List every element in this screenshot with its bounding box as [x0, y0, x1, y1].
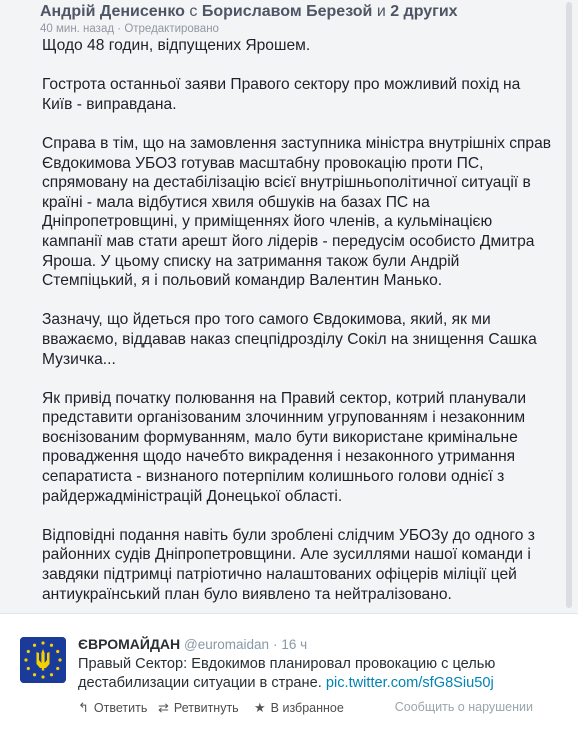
post-paragraph — [42, 75, 542, 114]
post-line: Київ - виправдана. — [42, 95, 177, 113]
and-word: и — [376, 3, 386, 20]
post-time[interactable]: 40 мин. назад — [40, 23, 115, 35]
retweet-button[interactable] — [158, 700, 239, 716]
post-line: Гострота останньої заяви Правого сектору про можливий похід на — [42, 76, 521, 94]
favorite-label: В избранное — [270, 701, 344, 715]
post-header — [40, 0, 540, 36]
reply-icon: ↰ — [78, 700, 89, 715]
tweet-author-name[interactable]: ЄВРОМАЙДАН — [78, 636, 181, 652]
eu-stars-icon — [20, 637, 66, 683]
post-line: Стемпіцький, я і польовий командир Валентин Манько. — [42, 272, 443, 290]
avatar[interactable] — [20, 637, 66, 683]
post-authors — [40, 2, 540, 22]
post-paragraph — [42, 389, 542, 507]
tweet-handle[interactable]: @euromaidan — [184, 637, 270, 652]
eu-star — [27, 667, 30, 670]
favorite-button[interactable] — [254, 700, 344, 716]
post-line: районних судів Дніпропетровщини. Але зусиллями нашої команди і — [42, 546, 531, 564]
edited-label[interactable]: Отредактировано — [124, 23, 219, 35]
reply-label: Ответить — [93, 701, 148, 715]
post-line: Євдокимова УБОЗ готував масштабну провокацію проти ПС, — [42, 154, 484, 172]
eu-star — [41, 641, 44, 644]
eu-star — [58, 658, 61, 661]
post-body — [42, 36, 552, 613]
post-meta — [40, 22, 540, 36]
post-line: Справа в тім, що на замовлення заступника міністра внутрішніх справ — [42, 134, 552, 152]
post-line: воєнізованим формуванням, мало бути використане кримінальне — [42, 428, 518, 446]
post-paragraph — [42, 526, 542, 604]
eu-star — [50, 673, 53, 676]
eu-star — [33, 644, 36, 647]
tweet-header — [78, 635, 307, 654]
retweet-icon: ⇄ — [158, 700, 169, 715]
tweet-line-text: дестабилизации ситуации в стране. — [78, 674, 322, 691]
post-paragraph — [42, 310, 542, 369]
post-line: представити організованим злочинним угрупованням і незаконним — [42, 409, 526, 427]
post-line: Відповідні подання навіть були зроблені слідчим УБОЗу до одного з — [42, 526, 535, 544]
post-line: Зазначу, що йдеться про того самого Євдокимова, який, як ми — [42, 311, 491, 329]
tagged-link[interactable]: Бориславом Березой — [201, 3, 373, 20]
post-line: Яроша. У цьому списку на затримання також були Андрій — [42, 252, 460, 270]
tweet-line — [78, 674, 558, 693]
report-link[interactable]: Сообщить о нарушении — [394, 700, 533, 714]
eu-star — [56, 650, 59, 653]
star-icon: ★ — [254, 700, 266, 715]
with-word: с — [189, 3, 198, 20]
eu-star — [50, 644, 53, 647]
eu-star — [56, 667, 59, 670]
eu-star — [27, 650, 30, 653]
post-line: Як привід початку полювання на Правий сектор, котрий планували — [42, 389, 527, 407]
post-line: спрямовану на дестабілізацію всієї внутрішньополітичної ситуації в — [42, 174, 531, 192]
tweet-actions — [78, 700, 558, 718]
eu-star — [24, 658, 27, 661]
post-line: країні - мала відбутися хвиля обшуків на базах ПС на — [42, 193, 430, 211]
post-line: Щодо 48 годин, відпущених Ярошем. — [42, 37, 311, 54]
post-line: вважаємо, віддавав наказ спецпідрозділу Сокіл на знищення Сашка — [42, 330, 537, 348]
post-line: сепаратиста - визнаного потерпілим колишнього голови однієї з — [42, 468, 505, 486]
meta-separator: · — [117, 23, 122, 35]
post-line: антиукраїнський план було виявлено та нейтралізовано. — [42, 585, 452, 603]
tweet-text — [78, 655, 558, 692]
eu-star — [41, 675, 44, 678]
author-link[interactable]: Андрій Денисенко — [40, 3, 185, 20]
post-paragraph — [42, 134, 552, 291]
eu-star — [33, 673, 36, 676]
tweet-pic-link[interactable]: pic.twitter.com/sfG8Siu50j — [325, 674, 494, 691]
retweet-label: Ретвитнуть — [173, 701, 239, 715]
tweet-separator: · — [272, 637, 278, 652]
reply-button[interactable] — [78, 700, 147, 716]
tweet-line: Правый Сектор: Евдокимов планировал провокацию с целью — [78, 656, 496, 672]
tweet-time[interactable]: 16 ч — [281, 637, 308, 652]
post-line: Дніпропетровщині, у приміщеннях його членів, а кульмінацією — [42, 213, 493, 231]
post-paragraph — [42, 36, 542, 56]
post-line: кампанії мав стати арешт його лідерів - передусім особисто Дмитра — [42, 232, 535, 250]
tweet — [0, 613, 578, 733]
post-line: райдержадміністрацій Донецької області. — [42, 487, 343, 505]
scrollbar[interactable] — [566, 2, 572, 608]
others-link[interactable]: 2 других — [390, 3, 458, 20]
post-line: завдяки підтримці патріотично налаштованих офіцерів міліції цей — [42, 566, 517, 584]
post-line: провадження щодо начебто викрадення і незаконного утримання — [42, 448, 516, 466]
post-line: Музичка... — [42, 350, 116, 368]
